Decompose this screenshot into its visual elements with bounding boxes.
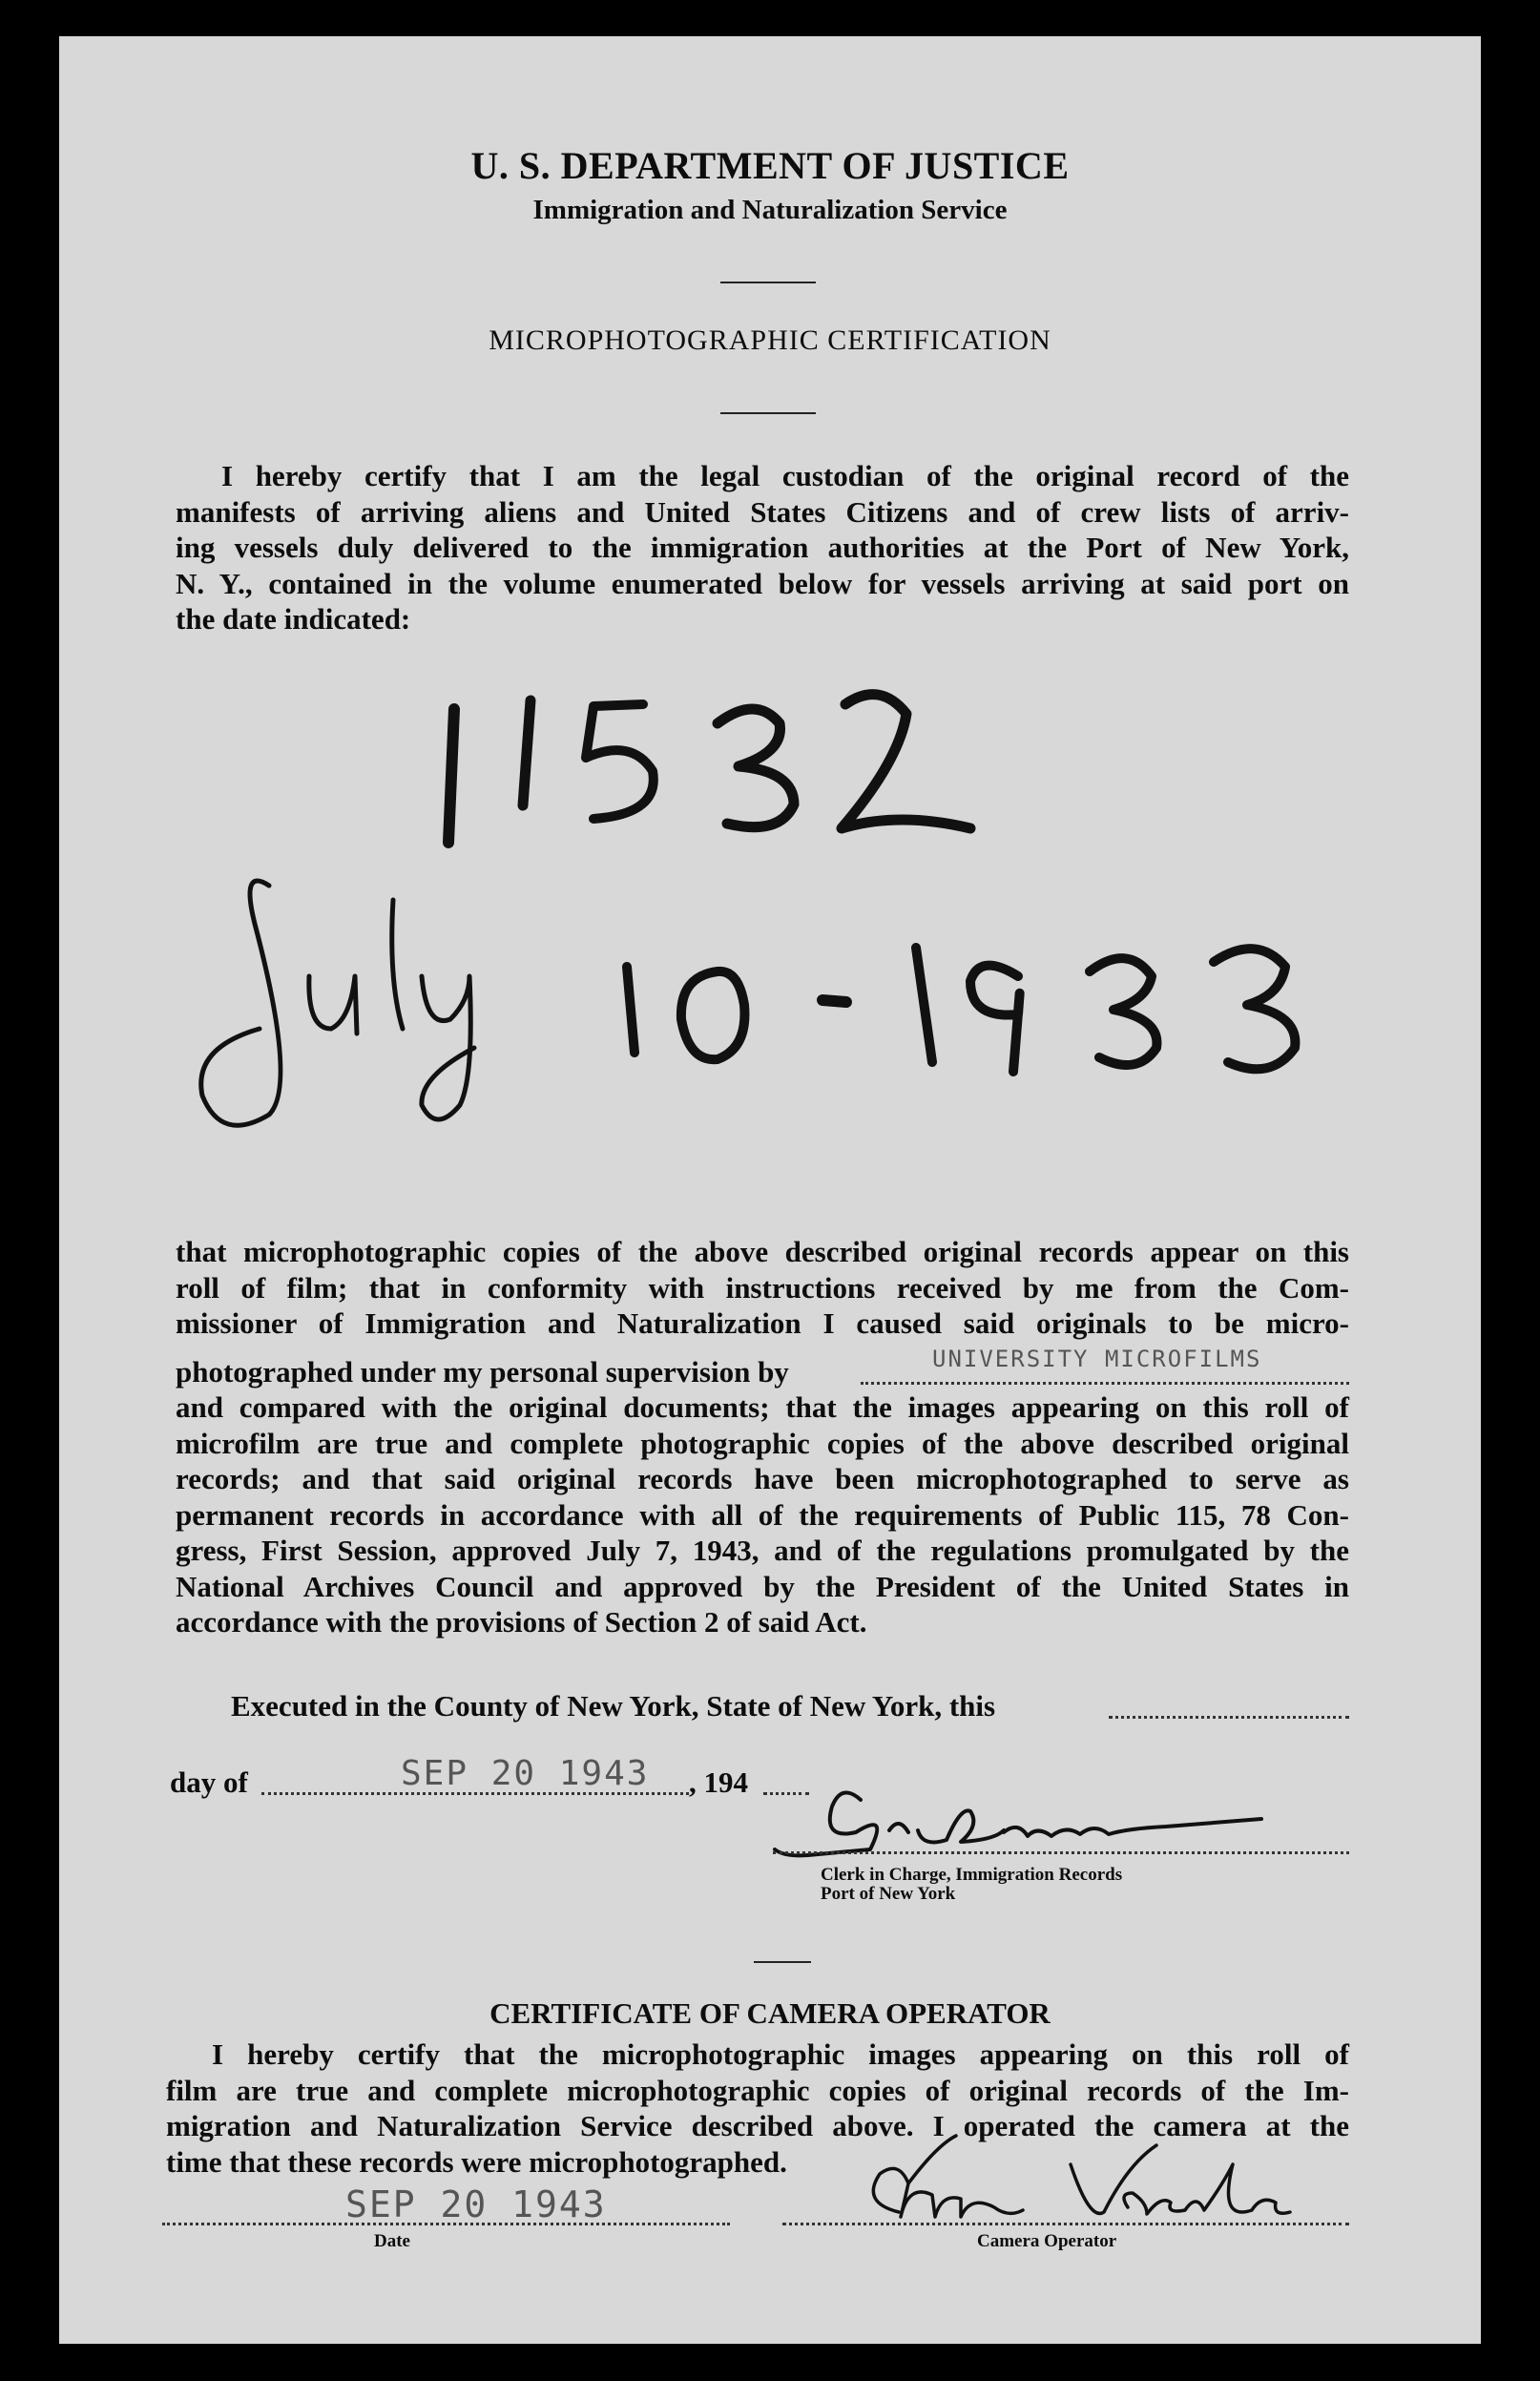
intro-line: I hereby certify that I am the legal custodian of the original record of the: [221, 459, 1349, 492]
certification-title: MICROPHOTOGRAPHIC CERTIFICATION: [489, 324, 1051, 356]
camera-line: time that these records were microphotographed.: [166, 2144, 787, 2179]
body-line: National Archives Council and approved by the President of the United States in: [176, 1569, 1349, 1603]
dotted-line: [773, 1851, 1349, 1854]
certificate-page: [59, 36, 1481, 2344]
body-line: accordance with the provisions of Section 2 of said Act.: [176, 1605, 867, 1639]
supervision-prefix: photographed under my personal supervision by: [176, 1355, 789, 1389]
body-paragraph-bottom: [176, 1389, 1349, 1640]
intro-line: the date indicated:: [176, 602, 411, 636]
divider: [754, 1961, 811, 1963]
body-line: permanent records in accordance with all of the requirements of Public 115, 78 Con-: [176, 1497, 1349, 1532]
camera-line: film are true and complete microphotographic copies of original records of the Im-: [166, 2073, 1349, 2107]
intro-line: ing vessels duly delivered to the immigration authorities at the Port of New York,: [176, 531, 1349, 564]
service-subheading: Immigration and Naturalization Service: [532, 195, 1008, 225]
intro-line: N. Y., contained in the volume enumerated below for vessels arriving at said port on: [176, 566, 1349, 600]
body-line: and compared with the original documents; that the images appearing on this roll of: [176, 1390, 1349, 1424]
dotted-line: [162, 2223, 730, 2225]
camera-certificate-heading: CERTIFICATE OF CAMERA OPERATOR: [489, 1996, 1051, 2030]
body-line: gress, First Session, approved July 7, 1943, and of the regulations promulgated by the: [176, 1534, 1349, 1567]
day-of-label: day of: [170, 1765, 248, 1799]
body-line: records; and that said original records have been microphotographed to serve as: [176, 1462, 1349, 1495]
body-paragraph-top: [176, 1234, 1349, 1342]
year-suffix: , 194: [689, 1765, 748, 1799]
supervision-stamp: UNIVERSITY MICROFILMS: [932, 1346, 1262, 1372]
camera-operator-signature: [842, 2126, 1357, 2231]
camera-date-stamp: SEP 20 1943: [345, 2183, 607, 2225]
intro-line: manifests of arriving aliens and United States Citizens and of crew lists of arriv-: [176, 494, 1349, 529]
body-line: microfilm are true and complete photographic copies of the above described original: [176, 1426, 1349, 1460]
dotted-line: [782, 2223, 1349, 2225]
date-stamp: SEP 20 1943: [401, 1754, 650, 1793]
clerk-port: Port of New York: [821, 1884, 956, 1904]
camera-line: I hereby certify that the microphotographic images appearing on this roll of: [212, 2037, 1349, 2071]
body-line: that microphotographic copies of the above described original records appear on this: [176, 1235, 1349, 1268]
dotted-line: [861, 1382, 1349, 1385]
executed-text: Executed in the County of New York, State of New York, this: [231, 1689, 996, 1723]
body-line: roll of film; that in conformity with instructions received by me from the Com-: [176, 1270, 1349, 1305]
operator-label: Camera Operator: [977, 2231, 1117, 2251]
clerk-title: Clerk in Charge, Immigration Records: [821, 1865, 1123, 1885]
body-line: missioner of Immigration and Naturalization I caused said originals to be micro-: [176, 1306, 1349, 1340]
camera-line: migration and Naturalization Service described above. I operated the camera at the: [166, 2109, 1349, 2142]
dotted-line: [1109, 1716, 1349, 1719]
date-label: Date: [374, 2231, 410, 2251]
department-heading: U. S. DEPARTMENT OF JUSTICE: [470, 144, 1070, 187]
handwritten-volume-and-date: [59, 36, 1481, 1181]
clerk-signature: [765, 1773, 1300, 1878]
